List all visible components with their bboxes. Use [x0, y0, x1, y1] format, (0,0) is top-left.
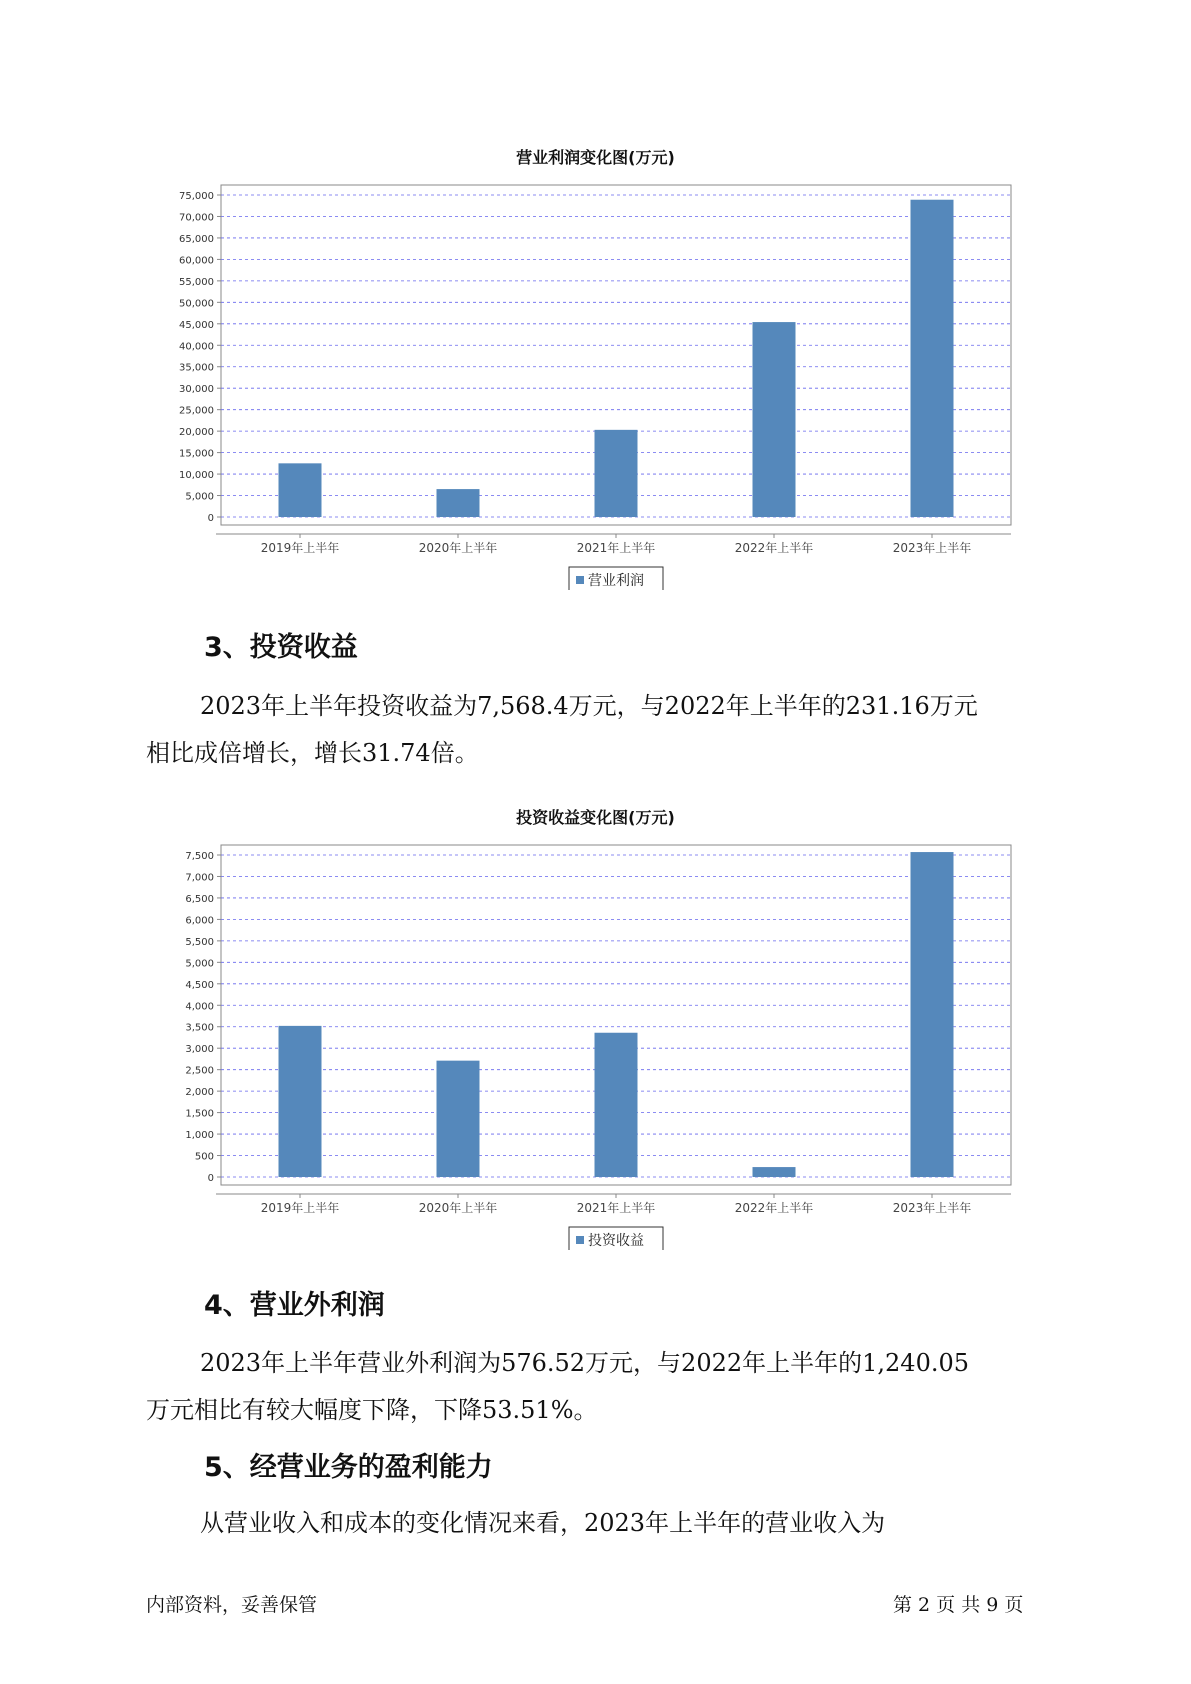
bar	[911, 852, 954, 1177]
bar	[911, 200, 954, 517]
y-tick-label: 15,000	[179, 448, 214, 460]
x-tick-label: 2022年上半年	[734, 1201, 814, 1215]
y-tick-label: 0	[207, 513, 214, 524]
y-tick-label: 25,000	[179, 405, 214, 417]
legend	[569, 1227, 663, 1250]
paragraph-line: 相比成倍增长，增长31.74倍。	[146, 739, 479, 767]
paragraph-profitability	[146, 1500, 1076, 1547]
y-tick-label: 5,500	[185, 936, 214, 948]
footer-confidential-note: 内部资料，妥善保管	[146, 1594, 318, 1616]
chart-title: 营业利润变化图(万元)	[516, 148, 675, 167]
y-tick-label: 6,500	[185, 893, 214, 905]
legend-label: 营业利润	[588, 573, 644, 589]
bar	[437, 1061, 480, 1177]
section-heading-profitability: 5、经营业务的盈利能力	[204, 1452, 493, 1483]
y-tick-label: 2,000	[185, 1087, 214, 1099]
y-tick-label: 5,000	[185, 958, 214, 970]
legend-swatch	[576, 576, 584, 584]
y-tick-label: 3,500	[185, 1022, 214, 1034]
section-heading-non-operating-profit: 4、营业外利润	[204, 1290, 385, 1321]
x-tick-label: 2019年上半年	[260, 1201, 340, 1215]
bar	[437, 489, 480, 517]
legend-label: 投资收益	[588, 1233, 644, 1249]
bar	[753, 1167, 796, 1177]
x-tick-label: 2020年上半年	[418, 1201, 498, 1215]
y-tick-label: 40,000	[179, 341, 214, 353]
y-tick-label: 500	[194, 1151, 214, 1163]
y-tick-label: 0	[207, 1173, 214, 1184]
y-tick-label: 70,000	[179, 212, 214, 224]
section-heading-investment-income: 3、投资收益	[204, 632, 358, 663]
bar	[595, 1033, 638, 1177]
y-tick-label: 1,000	[185, 1130, 214, 1142]
legend	[569, 567, 663, 590]
paragraph-non-operating-profit	[146, 1340, 1076, 1434]
operating-profit-chart	[0, 170, 1191, 590]
y-tick-label: 10,000	[179, 470, 214, 482]
y-tick-label: 2,500	[185, 1065, 214, 1077]
legend-swatch	[576, 1236, 584, 1244]
x-tick-label: 2020年上半年	[418, 541, 498, 555]
bar	[279, 463, 322, 517]
y-tick-label: 5,000	[185, 491, 214, 503]
x-tick-label: 2022年上半年	[734, 541, 814, 555]
y-tick-label: 6,000	[185, 915, 214, 927]
y-tick-label: 50,000	[179, 298, 214, 310]
paragraph-investment-income	[146, 683, 1076, 777]
y-tick-label: 60,000	[179, 255, 214, 267]
bar	[595, 430, 638, 517]
paragraph-line: 万元相比有较大幅度下降，下降53.51%。	[146, 1396, 598, 1424]
footer-page-number: 第 2 页 共 9 页	[893, 1594, 1024, 1616]
y-tick-label: 65,000	[179, 233, 214, 245]
y-tick-label: 4,000	[185, 1001, 214, 1013]
paragraph-line: 2023年上半年投资收益为7,568.4万元，与2022年上半年的231.16万元	[200, 692, 978, 720]
y-tick-label: 1,500	[185, 1108, 214, 1120]
x-tick-label: 2019年上半年	[260, 541, 340, 555]
chart-title: 投资收益变化图(万元)	[516, 808, 675, 827]
y-tick-label: 7,500	[185, 851, 214, 862]
y-tick-label: 3,000	[185, 1044, 214, 1056]
y-tick-label: 4,500	[185, 979, 214, 991]
y-tick-label: 35,000	[179, 362, 214, 374]
y-tick-label: 55,000	[179, 276, 214, 288]
bar	[279, 1026, 322, 1177]
investment-income-chart	[0, 830, 1191, 1250]
x-tick-label: 2023年上半年	[892, 541, 972, 555]
paragraph-line: 从营业收入和成本的变化情况来看，2023年上半年的营业收入为	[200, 1509, 886, 1537]
y-tick-label: 30,000	[179, 384, 214, 396]
y-tick-label: 20,000	[179, 427, 214, 439]
x-tick-label: 2021年上半年	[576, 541, 656, 555]
x-tick-label: 2021年上半年	[576, 1201, 656, 1215]
y-tick-label: 75,000	[179, 191, 214, 202]
x-tick-label: 2023年上半年	[892, 1201, 972, 1215]
y-tick-label: 7,000	[185, 872, 214, 884]
bar	[753, 322, 796, 517]
y-tick-label: 45,000	[179, 319, 214, 331]
paragraph-line: 2023年上半年营业外利润为576.52万元，与2022年上半年的1,240.05	[200, 1349, 970, 1377]
